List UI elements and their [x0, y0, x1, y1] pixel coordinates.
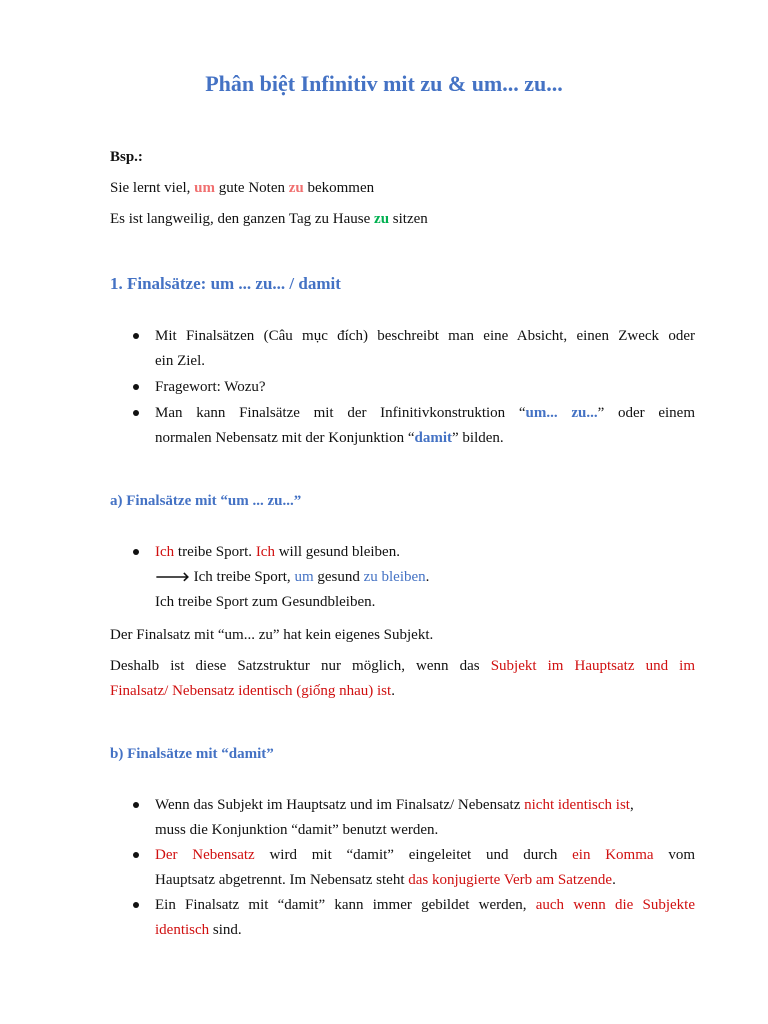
section-a-heading: a) Finalsätze mit “um ... zu...”: [110, 493, 302, 509]
example-sentence-1: Sie lernt viel, um gute Noten zu bekommen: [110, 180, 375, 196]
section-1-bullet-2: Fragewort: Wozu?: [155, 379, 266, 395]
highlight-zu: zu: [374, 211, 390, 227]
section-b-bullet-3-line-2: identisch sind.: [155, 922, 242, 938]
section-b-bullet-2-line-2: Hauptsatz abgetrennt. Im Nebensatz steht das konjugierte Verb am Satzende.: [155, 872, 616, 888]
section-a-example-line-3: Ich treibe Sport zum Gesundbleiben.: [155, 594, 376, 610]
document-title: Phân biệt Infinitiv mit zu & um... zu...: [205, 71, 563, 96]
section-a-paragraph-2-line-2: Finalsatz/ Nebensatz identisch (giống nhau) ist.: [110, 683, 395, 699]
section-1-bullet-3-line-2: normalen Nebensatz mit der Konjunktion “damit” bilden.: [155, 430, 504, 446]
section-1-bullet-1-line-2: ein Ziel.: [155, 353, 205, 369]
bullet-dot: [133, 410, 139, 416]
bullet-dot: [133, 333, 139, 339]
bullet-dot: [133, 902, 139, 908]
section-b-bullet-3-line-1: Ein Finalsatz mit “damit” kann immer gebildet werden, auch wenn die Subjekte: [155, 897, 695, 913]
highlight-um: um: [194, 180, 215, 196]
section-a-paragraph-2-line-1: Deshalb ist diese Satzstruktur nur möglich, wenn das Subjekt im Hauptsatz und im: [110, 658, 695, 674]
example-label: Bsp.:: [110, 149, 143, 165]
highlight-zu: zu: [288, 180, 304, 196]
section-b-bullet-1-line-1: Wenn das Subjekt im Hauptsatz und im Finalsatz/ Nebensatz nicht identisch ist,: [155, 797, 634, 813]
section-a-example-line-1: Ich treibe Sport. Ich will gesund bleiben.: [155, 544, 400, 560]
section-a-paragraph-1: Der Finalsatz mit “um... zu” hat kein eigenes Subjekt.: [110, 627, 434, 643]
bullet-dot: [133, 549, 139, 555]
section-1-bullet-1-line-1: Mit Finalsätzen (Câu mục đích) beschreibt man eine Absicht, einen Zweck oder: [155, 328, 695, 344]
section-b-bullet-1-line-2: muss die Konjunktion “damit” benutzt werden.: [155, 822, 439, 838]
section-1-heading: 1. Finalsätze: um ... zu... / damit: [110, 274, 341, 293]
bullet-dot: [133, 384, 139, 390]
section-1-bullet-3-line-1: Man kann Finalsätze mit der Infinitivkonstruktion “um... zu...” oder einem: [155, 405, 695, 421]
arrow-right-icon: 🡒: [155, 570, 190, 585]
example-sentence-2: Es ist langweilig, den ganzen Tag zu Hause zu sitzen: [110, 211, 428, 227]
section-b-bullet-2-line-1: Der Nebensatz wird mit “damit” eingeleitet und durch ein Komma vom: [155, 847, 695, 863]
bullet-dot: [133, 852, 139, 858]
bullet-dot: [133, 802, 139, 808]
section-b-heading: b) Finalsätze mit “damit”: [110, 746, 274, 762]
section-a-example-line-2: 🡒 Ich treibe Sport, um gesund zu bleiben.: [155, 569, 430, 585]
